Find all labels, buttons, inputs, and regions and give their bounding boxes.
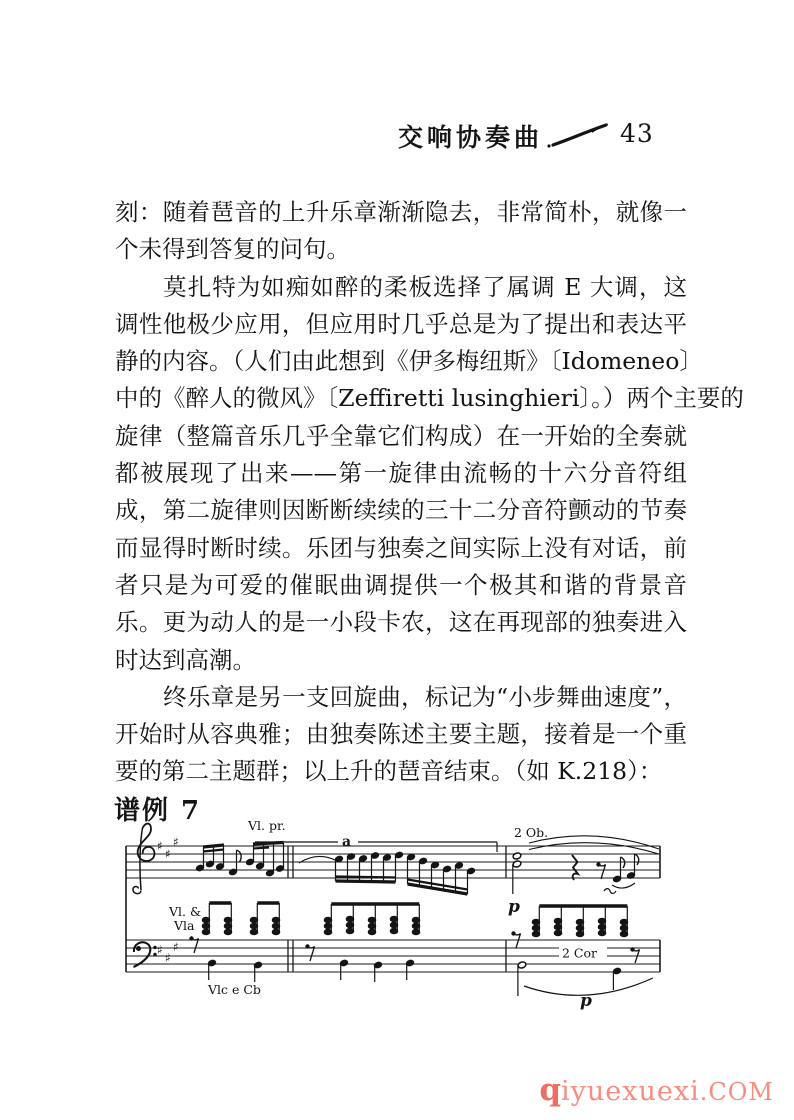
svg-text:♯: ♯ — [165, 951, 171, 965]
pen-flourish-icon — [544, 122, 614, 152]
dynamic-p-oboe: p — [508, 897, 520, 917]
text-line: 而显得时断时续。乐团与独奏之间实际上没有对话，前 — [115, 533, 687, 562]
text-line: 都被展现了出来——第一旋律由流畅的十六分音符组 — [115, 459, 687, 488]
watermark-prefix: q — [539, 1072, 562, 1108]
svg-text:♯: ♯ — [173, 940, 179, 954]
svg-text:♯: ♯ — [157, 943, 163, 957]
score-label-violins: Vl. & — [169, 904, 202, 919]
violin-notes — [196, 836, 659, 894]
score-label-violas: Vla — [174, 918, 195, 933]
site-watermark — [539, 1072, 774, 1108]
watermark-suffix: .COM — [699, 1078, 774, 1106]
text-line: 中的《醉人的微风》〔Zeffiretti lusinghieri〕。）两个主要的 — [115, 384, 744, 413]
treble-clef-icon — [133, 824, 155, 894]
score-label-horns: 2 Cor — [562, 945, 597, 961]
text-line: 成，第二旋律则因断断续续的三十二分音符颤动的节奏 — [115, 496, 687, 525]
score-caption: 谱例 7 — [114, 796, 202, 826]
text-line: 者只是为可爱的催眠曲调提供一个极其和谐的背景音 — [115, 570, 687, 599]
bass-clef-icon — [134, 942, 157, 967]
body-text — [115, 194, 744, 791]
score-figure — [112, 812, 672, 1012]
text-line: 调性他极少应用，但应用时几乎总是为了提出和表达平 — [115, 309, 687, 338]
score-label-cellos-basses: Vlc e Cb — [208, 982, 261, 997]
score-label-solo-violin: Vl. pr. — [248, 818, 286, 833]
svg-text:♯: ♯ — [173, 835, 179, 849]
text-line: 莫扎特为如痴如醉的柔板选择了属调 E 大调，这 — [163, 272, 687, 301]
score-label-oboes: 2 Ob. — [514, 825, 549, 840]
text-line: 乐。更为动人的是一小段卡农，这在再现部的独奏进入 — [115, 608, 687, 637]
watermark-middle: iyuexuexi — [561, 1076, 700, 1107]
text-line: 终乐章是另一支回旋曲，标记为“小步舞曲速度”， — [163, 682, 687, 711]
page-number: 43 — [620, 119, 654, 148]
text-line: 时达到高潮。 — [115, 645, 256, 674]
svg-text:♯: ♯ — [165, 847, 171, 861]
dynamic-p-horns: p — [580, 991, 592, 1011]
running-head-title: 交响协奏曲 — [398, 123, 544, 152]
text-line: 旋律（整篇音乐几乎全靠它们构成）在一开始的全奏就 — [115, 421, 687, 450]
phrase-bracket — [255, 842, 497, 852]
score-label-phrase-a: a — [342, 834, 352, 850]
text-line: 刻：随着琶音的上升乐章渐渐隐去，非常简朴，就像一 — [115, 198, 687, 226]
text-line: 静的内容。（人们由此想到《伊多梅纽斯》〔Idomeneo〕 — [115, 347, 703, 376]
text-line: 要的第二主题群；以上升的琶音结束。（如 K.218）： — [115, 757, 663, 786]
svg-text:♯: ♯ — [157, 839, 163, 853]
text-line: 开始时从容典雅；由独奏陈述主要主题，接着是一个重 — [115, 720, 687, 749]
text-line: 个未得到答复的问句。 — [115, 235, 350, 264]
